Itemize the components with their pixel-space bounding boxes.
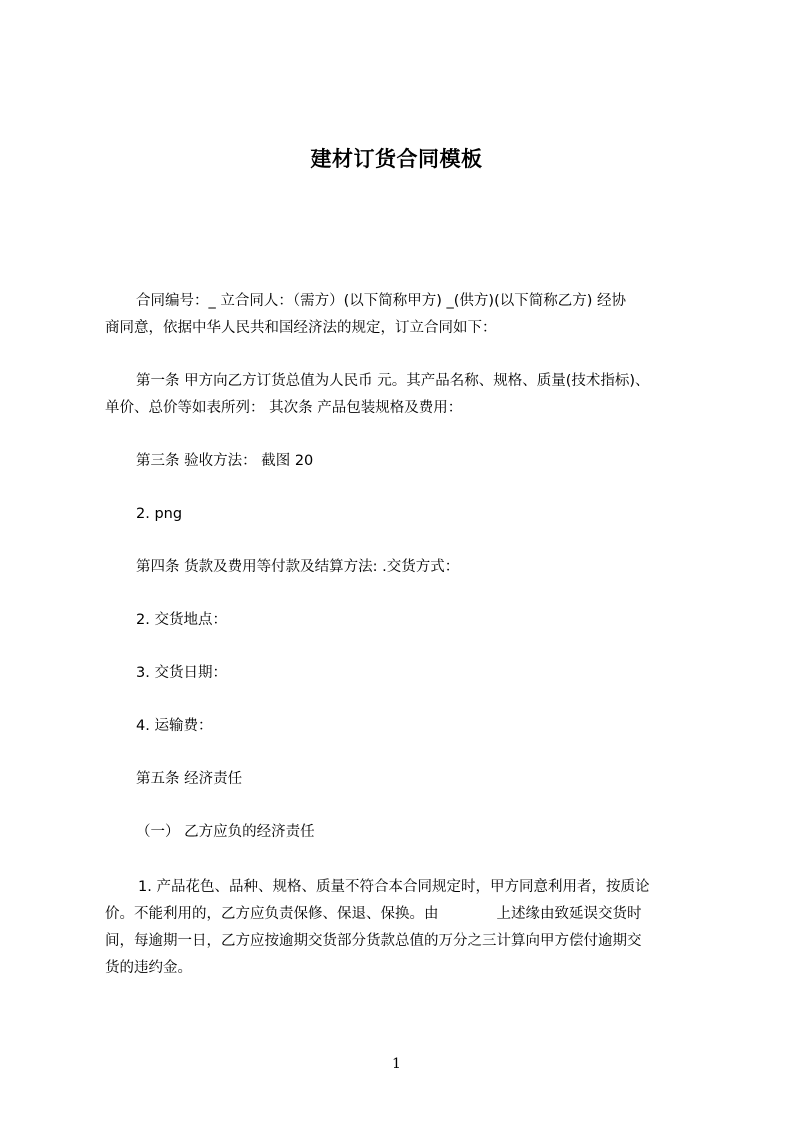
paragraph-line: 间，每逾期一日，乙方应按逾期交货部分货款总值的万分之三计算向甲方偿付逾期交 bbox=[105, 933, 642, 949]
paragraph-line: 单价、总价等如表所列： 其次条 产品包装规格及费用： bbox=[105, 400, 463, 416]
page-number: 1 bbox=[392, 1056, 401, 1072]
section-subheading: （一） 乙方应负的经济责任 bbox=[136, 824, 315, 840]
paragraph-line: 合同编号：_ 立合同人：（需方）(以下简称甲方) _(供方)(以下简称乙方) 经协 bbox=[136, 293, 627, 309]
paragraph-line: 2. 交货地点： bbox=[136, 612, 227, 628]
paragraph-line: 第四条 货款及费用等付款及结算方法: .交货方式： bbox=[136, 559, 460, 575]
paragraph-line: 货的违约金。 bbox=[105, 960, 192, 976]
paragraph-line: 第三条 验收方法： 截图 20 bbox=[136, 453, 314, 469]
paragraph-line: 价。不能利用的，乙方应负责保修、保退、保换。由 上述缘由致延误交货时 bbox=[105, 906, 642, 922]
paragraph-line: 商同意，依据中华人民共和国经济法的规定，订立合同如下： bbox=[105, 320, 497, 336]
paragraph-line: 4. 运输费： bbox=[136, 718, 213, 734]
paragraph-line: 2. png bbox=[136, 506, 183, 522]
paragraph-line: 第一条 甲方向乙方订货总值为人民币 元。其产品名称、规格、质量(技术指标)、 bbox=[136, 373, 650, 389]
paragraph-line: 1. 产品花色、品种、规格、质量不符合本合同规定时，甲方同意利用者，按质论 bbox=[138, 879, 650, 895]
paragraph-line: 3. 交货日期： bbox=[136, 665, 227, 681]
section-heading: 第五条 经济责任 bbox=[136, 771, 243, 787]
document-title: 建材订货合同模板 bbox=[310, 147, 483, 171]
